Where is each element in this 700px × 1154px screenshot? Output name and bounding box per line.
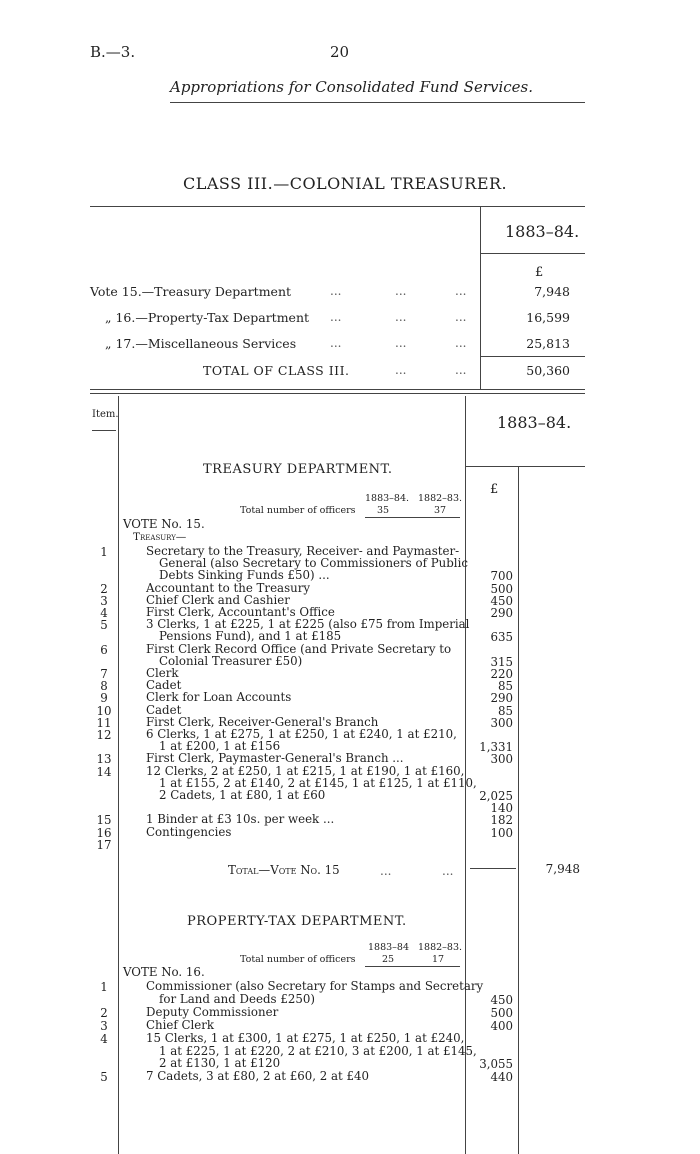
summary-row-label: Vote 15.—Treasury Department: [90, 284, 292, 299]
item-number: 10: [96, 703, 112, 718]
item-number: 3: [100, 593, 108, 608]
item-number: 8: [100, 679, 108, 694]
line-amount: 400: [490, 1018, 513, 1033]
item-number: 4: [100, 606, 108, 620]
line-amount: 500: [490, 581, 513, 596]
line-amount: 290: [490, 691, 513, 706]
year-b: 1882–83.: [418, 493, 463, 504]
line-amount: 300: [490, 715, 513, 730]
line-text: Secretary to the Treasury, Receiver- and Paymaster-: [146, 544, 460, 558]
line-amount: 3,055: [479, 1057, 513, 1072]
line-text: 1 at £200, 1 at £156: [159, 739, 281, 754]
line-amount: 1,331: [479, 740, 513, 755]
line-text: Deputy Commissioner: [146, 1004, 279, 1019]
line-amount: 450: [490, 593, 513, 608]
line-amount: 440: [490, 1070, 513, 1085]
item-number: 12: [96, 728, 112, 742]
line-amount: 220: [490, 667, 513, 681]
line-text: Commissioner (also Secretary for Stamps and Secretary: [146, 979, 484, 993]
line-amount: 2,025: [479, 789, 513, 803]
line-text: First Clerk, Receiver-General's Branch: [146, 714, 379, 729]
leader-dots: ...: [455, 310, 467, 324]
item-number: 3: [100, 1018, 108, 1033]
section-title-treasury: TREASURY DEPARTMENT.: [203, 462, 393, 477]
line-text: Clerk: [146, 666, 179, 680]
item-number: 17: [96, 837, 112, 852]
line-amount: 500: [490, 1005, 513, 1020]
line-amount: 140: [490, 801, 513, 816]
item-number: 4: [100, 1031, 108, 1046]
leader-dots: ...: [395, 310, 407, 324]
line-text: 7 Cadets, 3 at £80, 2 at £60, 2 at £40: [146, 1069, 370, 1084]
line-text: 15 Clerks, 1 at £300, 1 at £275, 1 at £250, 1 at £240,: [146, 1030, 465, 1045]
line-amount: 182: [490, 813, 513, 828]
summary-total-label: TOTAL OF CLASS III.: [203, 363, 350, 378]
line-text: Debts Sinking Funds £50) ...: [159, 568, 330, 583]
officers-label: Total number of officers: [240, 505, 356, 516]
line-text: Clerk for Loan Accounts: [146, 690, 292, 705]
line-text: 2 at £130, 1 at £120: [159, 1056, 281, 1071]
line-text: Colonial Treasurer £50): [159, 653, 303, 668]
line-text: Cadet: [146, 678, 182, 693]
item-number: 2: [100, 1005, 108, 1020]
leader-dots: ...: [395, 284, 407, 298]
item-number: 9: [100, 691, 108, 706]
line-text: First Clerk Record Office (and Private Secretary to: [146, 641, 452, 656]
leader-dots: ...: [330, 310, 342, 324]
leader-dots: ...: [455, 284, 467, 298]
leader-dots: ...: [442, 864, 454, 878]
line-amount: 290: [490, 606, 513, 620]
summary-row-amount: 16,599: [526, 310, 570, 325]
item-number: 1: [100, 545, 108, 559]
item-number: 16: [96, 825, 112, 840]
line-amount: 315: [490, 654, 513, 669]
officer-count-b: 37: [434, 505, 447, 516]
vote-heading: VOTE No. 15.: [123, 517, 205, 531]
document-reference: B.—3.: [90, 43, 136, 61]
vote-heading: VOTE No. 16.: [123, 965, 205, 979]
summary-year: 1883–84.: [505, 222, 580, 241]
total-vote-label: Total—Vote No. 15: [228, 863, 340, 877]
item-number: 11: [96, 715, 112, 730]
item-number: 5: [100, 1070, 108, 1085]
line-text: for Land and Deeds £250): [159, 991, 315, 1006]
item-number: 5: [100, 618, 108, 633]
line-amount: 700: [490, 569, 513, 584]
leader-dots: ...: [330, 336, 342, 350]
summary-row-amount: 7,948: [534, 284, 570, 299]
line-amount: 85: [497, 679, 513, 694]
detail-year: 1883–84.: [497, 413, 572, 432]
line-amount: 85: [497, 703, 513, 718]
line-text: 1 at £225, 1 at £220, 2 at £210, 3 at £200, 1 at £145,: [159, 1043, 477, 1058]
line-text: Chief Clerk: [146, 1017, 215, 1032]
class-title: CLASS III.—COLONIAL TREASURER.: [183, 174, 508, 193]
item-number: 15: [96, 813, 112, 828]
total-vote-amount: 7,948: [545, 862, 580, 876]
summary-total-amount: 50,360: [526, 363, 570, 378]
item-number: 13: [96, 752, 112, 767]
line-text: First Clerk, Accountant's Office: [146, 605, 335, 619]
officers-label: Total number of officers: [240, 954, 356, 965]
header-rule: [170, 102, 585, 103]
item-number: 14: [96, 764, 112, 779]
page-number: 20: [330, 43, 350, 61]
year-a: 1883–84: [368, 942, 410, 953]
line-text: Chief Clerk and Cashier: [146, 592, 290, 607]
summary-row-label: „ 16.—Property-Tax Department: [105, 310, 310, 325]
line-text: 2 Cadets, 1 at £80, 1 at £60: [159, 788, 326, 802]
leader-dots: ...: [395, 363, 407, 377]
leader-dots: ...: [330, 284, 342, 298]
year-a: 1883–84.: [365, 493, 410, 504]
section-title-property-tax: PROPERTY-TAX DEPARTMENT.: [187, 914, 407, 929]
line-text: 1 at £155, 2 at £140, 2 at £145, 1 at £125, 1 at £110,: [159, 775, 477, 790]
line-amount: 300: [490, 752, 513, 767]
line-text: General (also Secretary to Commissioners of Public: [159, 556, 468, 571]
leader-dots: ...: [455, 336, 467, 350]
line-amount: 100: [490, 825, 513, 840]
officer-count-b: 17: [432, 954, 445, 965]
item-number: 7: [100, 667, 108, 681]
item-column-header: Item.: [92, 409, 119, 420]
officer-count-a: 35: [377, 505, 390, 516]
line-text: First Clerk, Paymaster-General's Branch ...: [146, 751, 404, 766]
line-text: Cadet: [146, 702, 182, 717]
line-text: Pensions Fund), and 1 at £185: [159, 629, 342, 644]
item-number: 6: [100, 642, 108, 657]
item-number: 2: [100, 581, 108, 596]
officer-count-a: 25: [382, 954, 395, 965]
line-text: Accountant to the Treasury: [146, 580, 311, 595]
item-number: 1: [100, 980, 108, 994]
leader-dots: ...: [395, 336, 407, 350]
line-text: 6 Clerks, 1 at £275, 1 at £250, 1 at £240, 1 at £210,: [146, 727, 457, 741]
leader-dots: ...: [380, 864, 392, 878]
leader-dots: ...: [455, 363, 467, 377]
line-amount: 635: [490, 630, 513, 645]
line-text: 3 Clerks, 1 at £225, 1 at £225 (also £75 from Imperial: [146, 617, 470, 632]
currency-symbol: £: [535, 265, 544, 280]
line-amount: 450: [490, 992, 513, 1007]
currency-symbol: £: [490, 482, 499, 497]
page-title: Appropriations for Consolidated Fund Services.: [170, 78, 534, 96]
line-text: 12 Clerks, 2 at £250, 1 at £215, 1 at £190, 1 at £160,: [146, 763, 465, 778]
subhead: Treasury—: [133, 531, 187, 543]
line-text: 1 Binder at £3 10s. per week ...: [146, 812, 335, 827]
summary-row-label: „ 17.—Miscellaneous Services: [105, 336, 297, 351]
summary-row-amount: 25,813: [526, 336, 570, 351]
line-text: Contingencies: [146, 824, 232, 839]
year-b: 1882–83.: [418, 942, 463, 953]
